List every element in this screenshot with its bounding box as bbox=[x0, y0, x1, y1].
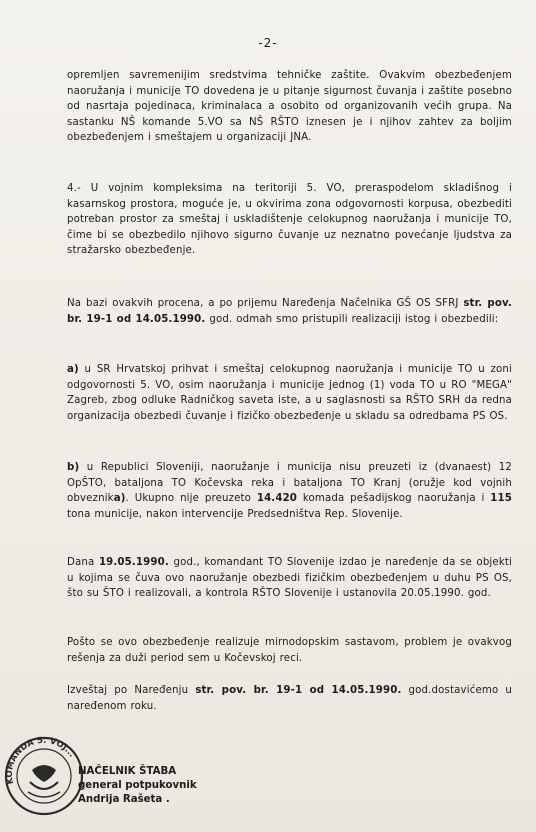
paragraph-8: Izveštaj po Naređenju str. pov. br. 19-1 od 14.05.1990. god.dostavićemo u naređenom roku. bbox=[67, 685, 512, 712]
paragraph-4-item-a: a) u SR Hrvatskoj prihvat i smeštaj celokupnog naoružanja i municije TO u zoni odgovornosti 5. VO, osim naoružanja i municije jednog (1) voda TO u RO "MEGA" Zagreb, zbog odluke Radničkog saveta iste, a u saglasnosti sa RŠTO SRH da redna organizacija obezbedi čuvanje i fizičko obezbeđenje u skladu sa odredbama PS OS. bbox=[67, 364, 512, 422]
paragraph-6: Dana 19.05.1990. god., komandant TO Slovenije izdao je naređenje da se objekti u kojima se čuva ovo naoružanje obezbedi fizičkim obezbeđenjem u duhu PS OS, što su ŠTO i realizovali, a kontrola RŠTO Slovenije i ustanovila 20.05.1990. god. bbox=[67, 557, 513, 600]
stamp-text: KOMANDA 5. VOJ... bbox=[4, 735, 77, 786]
paragraph-2: 4.- U vojnim kompleksima na teritoriji 5. VO, preraspodelom skladišnog i kasarnskog prostora, moguće je, u okvirima zona odgovornosti korpusa, obezbediti potreban prostor za smeštaj i uskladištenje celokupnog naoružanja i municije TO, čime bi se obezbedilo njihovo sigurno čuvanje uz neznatno povećanje ljudstva za stražarsko obezbeđenje. bbox=[67, 183, 512, 257]
paragraph-7: Pošto se ovo obezbeđenje realizuje mirnodopskim sastavom, problem je ovakvog rešenja za duži period sem u Kočevskoj reci. bbox=[67, 637, 512, 664]
signature-block bbox=[78, 765, 197, 807]
paragraph-5-item-b: b) u Republici Sloveniji, naoružanje i municija nisu preuzeti iz (dvanaest) 12 OpŠTO, bataljona TO Kočevska reka i bataljona TO Kranj (oružje kod vojnih obveznika). Ukupno nije preuzeto 14.420 komada pešadijskog naoružanja i 115 tona municije, nakon intervencije Predsedništva Rep. Slovenije. bbox=[67, 462, 512, 520]
paragraph-1: opremljen savremenijim sredstvima tehničke zaštite. Ovakvim obezbeđenjem naoružanja i municije TO dovedena je u pitanje sigurnost čuvanja i zaštite posebno od nasrtaja pojedinaca, kriminalaca a osobito od organizovanih većih grupa. Na sastanku NŠ komande 5.VO sa NŠ RŠTO iznesen je i njihov zahtev za boljim obezbeđenjem i smeštajem u organizaciji JNA. bbox=[67, 70, 512, 144]
official-stamp bbox=[2, 730, 86, 820]
paragraph-3: Na bazi ovakvih procena, a po prijemu Naređenja Načelnika GŠ OS SFRJ str. pov. br. 19-1 od 14.05.1990. god. odmah smo pristupili realizaciji istog i obezbedili: bbox=[67, 298, 512, 325]
signature-name: Andrija Rašeta . bbox=[78, 794, 170, 805]
page-number: -2- bbox=[258, 36, 278, 50]
signature-title: NAČELNIK ŠTABA bbox=[78, 766, 177, 777]
signature-rank: general potpukovnik bbox=[78, 780, 197, 791]
